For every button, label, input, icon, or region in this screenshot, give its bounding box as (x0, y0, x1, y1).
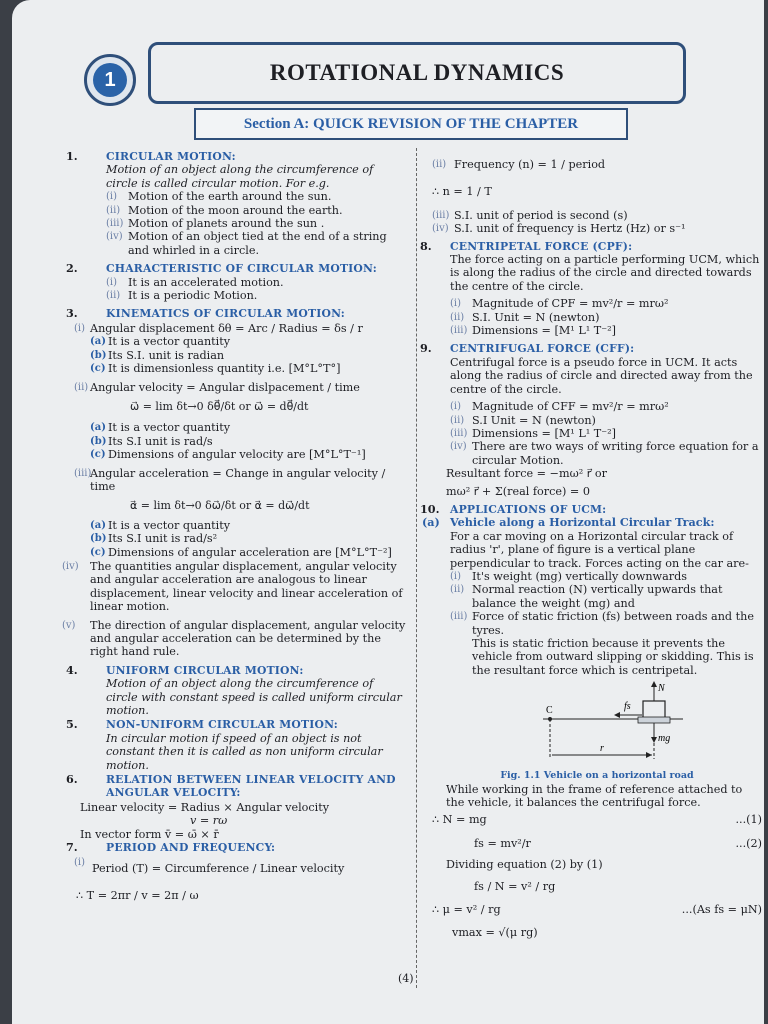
item-marker: (b) (90, 435, 107, 447)
formula: mω² r⃗ + Σ(real force) = 0 (446, 484, 590, 498)
definition: Centrifugal force is a pseudo force in UCM. It acts along the radius of circle and directed away from the centre of the circle. (450, 355, 753, 396)
list-item (106, 289, 406, 302)
item-marker: (i) (106, 276, 118, 288)
item-marker: (ii) (450, 311, 465, 323)
section-heading: APPLICATIONS OF UCM: (450, 502, 607, 516)
list-item (450, 311, 762, 324)
section-heading: CHARACTERISTIC OF CIRCULAR MOTION: (106, 262, 377, 276)
item-marker: (c) (90, 546, 106, 558)
section-number: 8. (420, 238, 432, 253)
list-item (90, 546, 406, 559)
section-heading: PERIOD AND FREQUENCY: (106, 841, 276, 855)
label-N: N (658, 683, 665, 695)
list-item (90, 519, 406, 532)
equation: ω⃗ = lim δt→0 δθ⃗/δt or ω⃗ = dθ⃗/dt (130, 399, 309, 413)
item-marker: (iv) (450, 441, 467, 453)
equation-row (432, 903, 762, 916)
item-marker: (ii) (450, 584, 465, 596)
item-marker: (c) (90, 363, 106, 375)
list-item (450, 400, 762, 413)
angular-velocity (60, 381, 406, 462)
section-9 (420, 341, 762, 498)
item-text: Dimensions = [M¹ L¹ T⁻²] (472, 324, 617, 338)
item-marker: (i) (450, 298, 462, 310)
item-text: Its S.I. unit is radian (108, 348, 225, 362)
paragraph: For a car moving on a Horizontal circular track of radius 'r', plane of figure is a vertical plane perpendicular to track. Forces acting on the car are- (450, 529, 749, 570)
item-marker: (iii) (450, 427, 468, 439)
equation-row (432, 813, 762, 826)
list-item (450, 440, 762, 467)
definition: Motion of an object along the circumference of circle is called circular motion. For e.g. (106, 163, 374, 190)
item-text: It is an accelerated motion. (128, 275, 284, 289)
paragraph: Dividing equation (2) by (1) (446, 858, 603, 872)
item-marker: (v) (62, 619, 76, 631)
item-text: Dimensions = [M¹ L¹ T⁻²] (472, 426, 617, 440)
item-text: S.I. unit of period is second (s) (454, 208, 628, 222)
section-5 (60, 718, 406, 772)
item-text: Motion of an object tied at the end of a string and whirled in a circle. (128, 230, 387, 257)
list-item (106, 276, 406, 289)
list-item (450, 414, 762, 427)
item-text: It's weight (mg) vertically downwards (472, 569, 688, 583)
equation: ∴ μ = v² / rg (432, 903, 501, 917)
item-marker: (a) (422, 514, 440, 529)
chapter-header (82, 40, 682, 110)
formula: Angular velocity = Angular dislpacement / time (90, 380, 360, 394)
equation: fs / N = v² / rg (474, 879, 556, 893)
period (60, 856, 406, 903)
item-marker: (a) (90, 336, 106, 348)
list-item (450, 610, 762, 637)
section-1 (60, 150, 406, 257)
item-text: Normal reaction (N) vertically upwards that balance the weight (mg) and (472, 583, 723, 610)
item-text: Motion of planets around the sun . (128, 217, 325, 231)
equation: ∴ N = mg (432, 813, 487, 827)
list-item (450, 324, 762, 337)
list-item (106, 217, 406, 230)
list-item (90, 435, 406, 448)
item-marker: (c) (90, 449, 106, 461)
item-marker: (i) (450, 401, 462, 413)
angular-displacement (60, 322, 406, 376)
item-text: Force of static friction (fs) between roads and the tyres. (472, 610, 754, 637)
item-marker: (a) (90, 519, 106, 531)
paragraph: This is static friction because it prevents the vehicle from outward slipping or skidding. This is the resultant force which is centripetal. (472, 637, 754, 677)
item-text: Dimensions of angular velocity are [M°L°T⁻¹] (108, 448, 366, 462)
definition: Motion of an object along the circumference of circle with constant speed is called uniform circular motion. (106, 677, 402, 718)
formula: Frequency (n) = 1 / period (454, 158, 606, 171)
figure-caption: Fig. 1.1 Vehicle on a horizontal road (500, 770, 694, 782)
right-column (420, 150, 762, 940)
chapter-number-badge (84, 54, 136, 106)
section-title: Section A: QUICK REVISION OF THE CHAPTER (194, 108, 628, 140)
definition: In circular motion if speed of an object is not constant then it is called as non uniform circular motion. (106, 731, 383, 772)
item-marker: (b) (90, 533, 107, 545)
section-number: 5. (66, 717, 78, 732)
section-heading: UNIFORM CIRCULAR MOTION: (106, 663, 304, 677)
chapter-title-box (148, 42, 686, 104)
section-heading: RELATION BETWEEN LINEAR VELOCITY AND ANGULAR VELOCITY: (106, 773, 396, 800)
list-item (450, 297, 762, 310)
item-text: It is a vector quantity (108, 518, 231, 532)
item-marker: (i) (74, 856, 86, 868)
formula: Period (T) = Circumference / Linear velocity (92, 861, 345, 875)
item-text: Magnitude of CPF = mv²/r = mrω² (472, 297, 669, 311)
equation: fs = mv²/r (474, 836, 531, 850)
equation: ∴ T = 2πr / v = 2π / ω (76, 888, 199, 902)
list-item (90, 362, 406, 375)
equation-row (432, 837, 762, 850)
formula: Resultant force = −mω² r⃗ or (446, 467, 607, 481)
chapter-title: ROTATIONAL DYNAMICS (269, 60, 565, 85)
item-marker: (iii) (432, 209, 450, 221)
section-6 (60, 773, 406, 800)
item-text: Dimensions of angular acceleration are [M°L°T⁻²] (108, 545, 392, 559)
list-item (90, 448, 406, 461)
direction-note (60, 619, 406, 659)
item-text: Its S.I unit is rad/s² (108, 532, 218, 546)
formula: In vector form v̄ = ω̄ × r̄ (80, 827, 219, 841)
section-7 (60, 841, 406, 854)
item-marker: (ii) (106, 290, 121, 302)
equation-tag: ...(1) (735, 813, 762, 827)
item-text: S.I. Unit = N (newton) (472, 310, 600, 324)
section-4 (60, 664, 406, 718)
section-heading: NON-UNIFORM CIRCULAR MOTION: (106, 718, 338, 732)
item-marker: (i) (74, 322, 86, 334)
list-item (106, 190, 406, 203)
vehicle-figure (438, 679, 738, 769)
item-marker: (i) (106, 191, 118, 203)
label-C: C (546, 705, 553, 717)
item-marker: (ii) (106, 204, 121, 216)
frequency (432, 158, 762, 171)
section-number: 10. (420, 501, 440, 516)
item-marker: (iii) (106, 218, 124, 230)
paragraph: While working in the frame of reference attached to the vehicle, it balances the centrifugal force. (446, 782, 743, 810)
definition: The force acting on a particle performing UCM, which is along the radius of the circle and directed towards the centre of the circle. (450, 253, 760, 293)
formula: v = rω (190, 814, 228, 828)
section-heading: CENTRIPETAL FORCE (CPF): (450, 239, 633, 253)
item-marker: (iii) (74, 467, 92, 479)
column-divider (416, 148, 417, 988)
item-text: S.I. unit of frequency is Hertz (Hz) or s⁻¹ (454, 222, 686, 236)
list-item (90, 421, 406, 434)
item-marker: (iii) (450, 325, 468, 337)
list-item (450, 583, 762, 610)
item-text: It is dimensionless quantity i.e. [M°L°T°] (108, 362, 341, 376)
item-marker: (ii) (450, 414, 465, 426)
item-text: S.I Unit = N (newton) (472, 413, 596, 427)
section-heading: CENTRIFUGAL FORCE (CFF): (450, 342, 635, 356)
textbook-page (12, 0, 764, 1024)
formula: Angular displacement δθ = Arc / Radius = δs / r (90, 321, 363, 335)
section-3 (60, 307, 406, 320)
paragraph: The quantities angular displacement, angular velocity and angular acceleration are analogous to linear displacement, linear velocity and linear acceleration of linear motion. (90, 559, 403, 614)
item-marker: (iv) (432, 223, 449, 235)
item-marker: (b) (90, 349, 107, 361)
left-column (60, 150, 406, 903)
section-number: 1. (66, 149, 78, 163)
section-2 (60, 262, 406, 302)
paragraph: The direction of angular displacement, angular velocity and angular acceleration can be determined by the right hand rule. (90, 618, 406, 659)
label-r: r (600, 743, 604, 755)
item-text: Motion of the earth around the sun. (128, 190, 332, 204)
formula: Linear velocity = Radius × Angular velocity (80, 800, 330, 814)
label-mg: mg (658, 733, 671, 745)
equation: ∴ n = 1 / T (432, 185, 492, 199)
list-item (90, 335, 406, 348)
item-marker: (i) (450, 570, 462, 582)
equation: vmax = √(μ rg) (452, 926, 538, 940)
angular-acceleration (60, 467, 406, 559)
item-text: It is a periodic Motion. (128, 289, 258, 303)
list-item (432, 209, 762, 222)
page-number: (4) (398, 972, 414, 985)
formula: Angular acceleration = Change in angular velocity / time (90, 466, 386, 493)
section-10 (420, 501, 762, 677)
section-number: 6. (66, 772, 78, 787)
item-text: It is a vector quantity (108, 421, 231, 435)
equation-tag: ...(2) (735, 836, 762, 850)
section-8 (420, 238, 762, 338)
label-fs: fs (624, 701, 631, 713)
item-text: There are two ways of writing force equation for a circular Motion. (472, 440, 759, 467)
equation: α⃗ = lim δt→0 δω⃗/δt or α⃗ = dω⃗/dt (130, 499, 310, 513)
item-text: It is a vector quantity (108, 335, 231, 349)
list-item (90, 532, 406, 545)
section-number: 2. (66, 261, 78, 276)
list-item (450, 570, 762, 583)
list-item (90, 349, 406, 362)
analogy-note (60, 560, 406, 614)
section-heading: KINEMATICS OF CIRCULAR MOTION: (106, 307, 345, 321)
item-marker: (a) (90, 422, 106, 434)
subsection-heading: Vehicle along a Horizontal Circular Track: (450, 515, 715, 530)
item-marker: (iv) (62, 560, 79, 572)
item-text: Its S.I unit is rad/s (108, 434, 213, 448)
section-number: 9. (420, 341, 432, 356)
section-heading: CIRCULAR MOTION: (106, 150, 236, 163)
item-text: Magnitude of CFF = mv²/r = mrω² (472, 400, 669, 414)
item-marker: (iv) (106, 231, 123, 243)
section-number: 4. (66, 662, 78, 677)
list-item (432, 222, 762, 235)
item-text: Motion of the moon around the earth. (128, 203, 343, 217)
item-marker: (iii) (450, 611, 468, 623)
list-item (450, 427, 762, 440)
section-number: 7. (66, 840, 78, 855)
vehicle-diagram (438, 679, 738, 769)
equation-tag: ...(As fs = μN) (681, 903, 762, 917)
section-6-body (60, 801, 406, 841)
item-marker: (ii) (432, 159, 447, 170)
list-item (106, 204, 406, 217)
list-item (106, 230, 406, 257)
section-number: 3. (66, 306, 78, 321)
item-marker: (ii) (74, 381, 89, 393)
chapter-number: 1 (93, 63, 127, 97)
